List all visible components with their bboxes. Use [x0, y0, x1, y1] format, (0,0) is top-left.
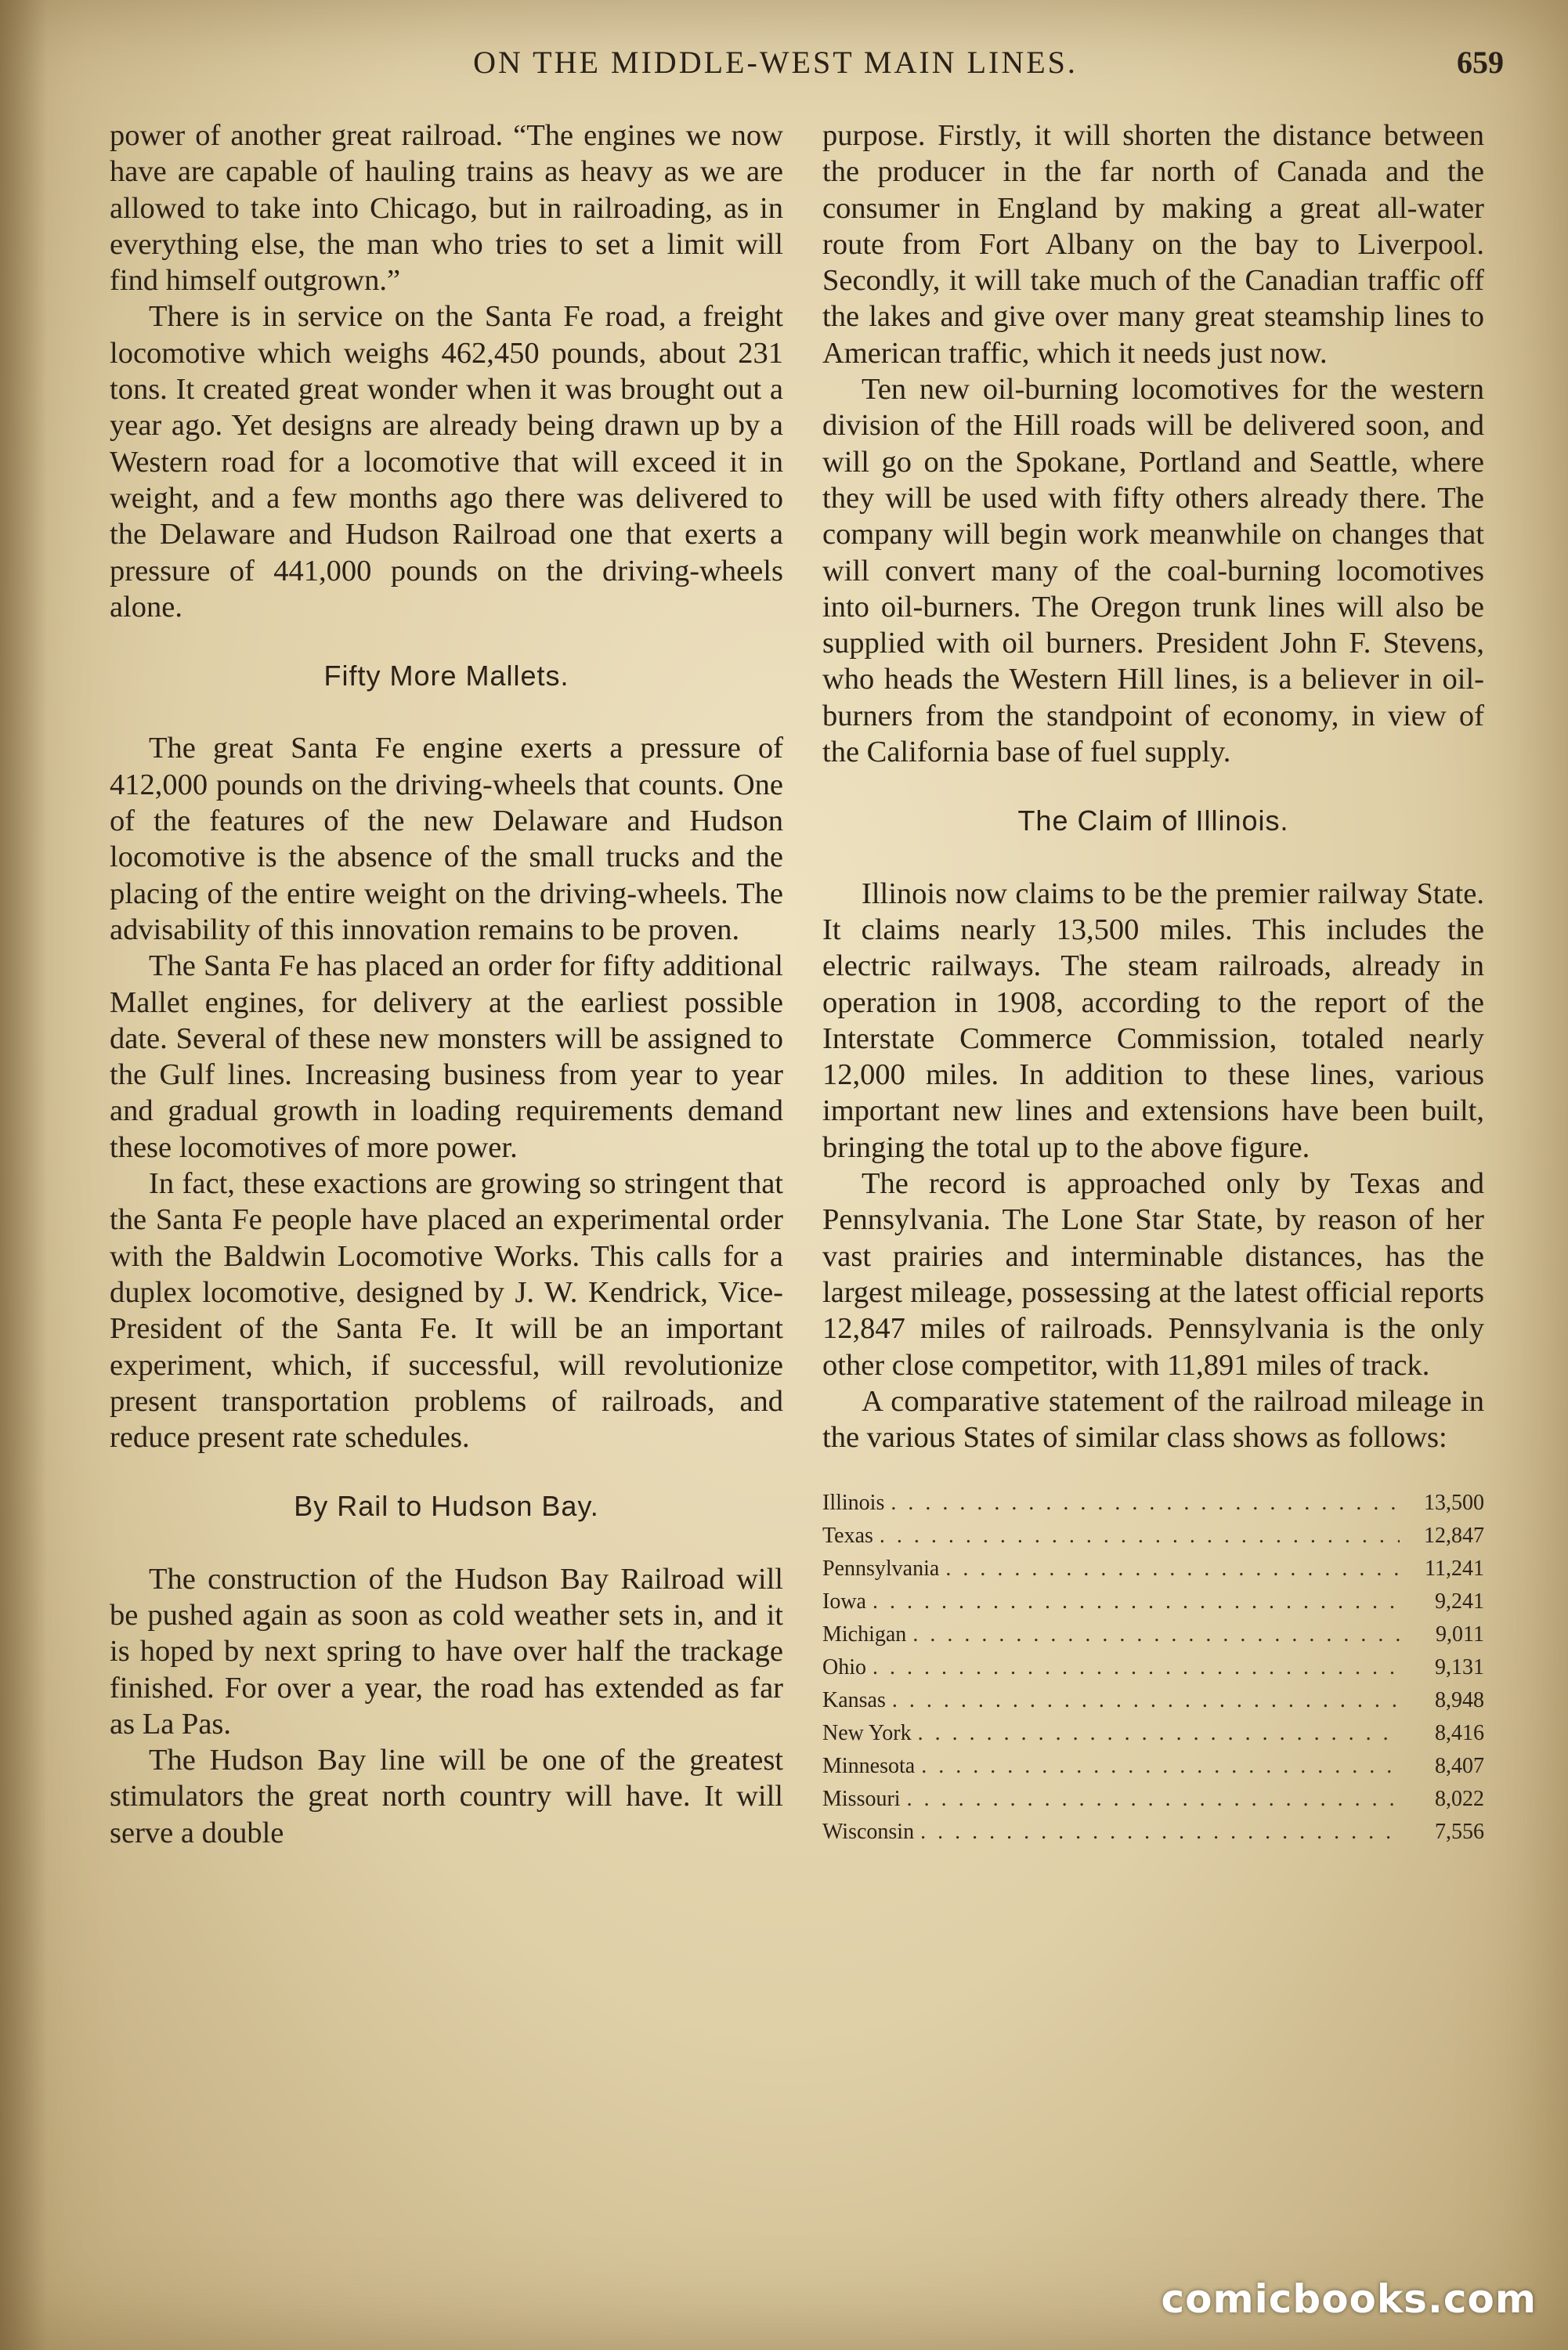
- paragraph: A comparative statement of the railroad mileage in the various States of similar class shows as follows:: [822, 1384, 1484, 1455]
- state-name: New York: [822, 1721, 912, 1746]
- table-row: [822, 1750, 1484, 1783]
- mileage-value: 8,416: [1435, 1721, 1484, 1746]
- table-row: [822, 1651, 1484, 1684]
- paragraph: There is in service on the Santa Fe road, a freight locomotive which weighs 462,450 pounds, about 231 tons. It created great wonder when it was brought out a year ago. Yet designs are already being drawn up by a Western road for a locomotive that will exceed it in weight, and a few months ago there was delivered to the Delaware and Hudson Railroad one that exerts a pressure of 441,000 pounds on the driving-wheels alone.: [110, 300, 783, 624]
- section-heading: Fifty More Mallets.: [323, 660, 569, 692]
- leader-dots: [907, 1783, 1400, 1816]
- paragraph: purpose. Firstly, it will shorten the distance between the producer in the far north of Canada and the consumer in England by making a great all-water route from Fort Albany on the bay to Liverpool. Secondly, it will take much of the Canadian traffic off the lakes and give over many great steamship lines to American traffic, which it needs just now.: [822, 119, 1484, 370]
- page-header: [110, 41, 1504, 88]
- state-name: Wisconsin: [822, 1820, 915, 1845]
- leader-dots: [873, 1651, 1400, 1684]
- paragraph: power of another great railroad. “The engines we now have are capable of hauling trains as heavy as we are allowed to take into Chicago, but in railroading, as in everything else, the man who tries to set a limit will find himself outgrown.”: [110, 119, 783, 298]
- table-row: [822, 1618, 1484, 1651]
- paragraph: The Santa Fe has placed an order for fifty additional Mallet engines, for delivery at the earliest possible date. Several of these new monsters will be assigned to the Gulf lines. Increasing business from year to year and gradual growth in loading requirements demand these locomotives of more power.: [110, 949, 783, 1164]
- mileage-value: 13,500: [1424, 1491, 1484, 1516]
- paragraph: Ten new oil-burning locomotives for the western division of the Hill roads will be delivered soon, and will go on the Spokane, Portland and Seattle, where they will be used with fifty others already there. The company will begin work meanwhile on changes that will convert many of the coal-burning locomotives into oil-burners. The Oregon trunk lines will also be supplied with oil burners. President John F. Stevens, who heads the Western Hill lines, is a believer in oil-burners from the standpoint of economy, in view of the California base of fuel supply.: [822, 373, 1484, 769]
- table-row: [822, 1783, 1484, 1816]
- leader-dots: [892, 1684, 1400, 1717]
- paragraph: In fact, these exactions are growing so stringent that the Santa Fe people have placed an experimental order with the Baldwin Locomotive Works. This calls for a duplex locomotive, designed by J. W. Kendrick, Vice-President of the Santa Fe. It will be an important experiment, which, if successful, will revolutionize present transportation problems of railroads, and reduce present rate schedules.: [110, 1167, 783, 1455]
- mileage-value: 9,011: [1436, 1622, 1484, 1647]
- table-row: [822, 1520, 1484, 1553]
- mileage-value: 8,022: [1435, 1787, 1484, 1812]
- mileage-table: [822, 1487, 1484, 1849]
- leader-dots: [873, 1585, 1400, 1618]
- paragraph: The Hudson Bay line will be one of the greatest stimulators the great north country will have. It will serve a double: [110, 1744, 783, 1849]
- table-row: [822, 1553, 1484, 1585]
- state-name: Minnesota: [822, 1754, 916, 1779]
- table-row: [822, 1585, 1484, 1618]
- mileage-value: 9,241: [1435, 1589, 1484, 1614]
- paragraph: The record is approached only by Texas and Pennsylvania. The Lone Star State, by reason of her vast prairies and interminable distances, has the largest mileage, possessing at the latest official reports 12,847 miles of railroads. Pennsylvania is the only other close competitor, with 11,891 miles of track.: [822, 1167, 1484, 1382]
- state-name: Pennsylvania: [822, 1556, 940, 1582]
- table-row: [822, 1487, 1484, 1520]
- table-row: [822, 1816, 1484, 1849]
- mileage-value: 7,556: [1435, 1820, 1484, 1845]
- state-name: Kansas: [822, 1688, 886, 1713]
- page-spine-shadow: [0, 0, 47, 2350]
- section-heading: The Claim of Illinois.: [1017, 804, 1289, 837]
- state-name: Iowa: [822, 1589, 866, 1614]
- state-name: Texas: [822, 1524, 873, 1549]
- running-title: ON THE MIDDLE-WEST MAIN LINES.: [473, 45, 1078, 80]
- mileage-value: 11,241: [1425, 1556, 1484, 1582]
- mileage-value: 8,948: [1435, 1688, 1484, 1713]
- leader-dots: [912, 1618, 1400, 1651]
- mileage-value: 9,131: [1435, 1655, 1484, 1680]
- state-name: Missouri: [822, 1787, 901, 1812]
- paragraph: The construction of the Hudson Bay Railroad will be pushed again as soon as cold weather sets in, and it is hoped by next spring to have over half the trackage finished. For over a year, the road has extended as far as La Pas.: [110, 1562, 783, 1741]
- leader-dots: [921, 1750, 1400, 1783]
- table-row: [822, 1717, 1484, 1750]
- left-column: [110, 118, 783, 1851]
- table-row: [822, 1684, 1484, 1717]
- paragraph: Illinois now claims to be the premier railway State. It claims nearly 13,500 miles. This includes the electric railways. The steam railroads, already in operation in 1908, according to the report of the Interstate Commerce Commission, totaled nearly 12,000 miles. In addition to these lines, various important new lines and extensions have been built, bringing the total up to the above figure.: [822, 877, 1484, 1164]
- leader-dots: [880, 1520, 1400, 1553]
- right-column: [822, 118, 1484, 1849]
- watermark-logo: comicbooks.com: [1161, 2276, 1537, 2322]
- leader-dots: [918, 1717, 1400, 1750]
- page-number: 659: [1457, 45, 1504, 80]
- leader-dots: [920, 1816, 1400, 1849]
- mileage-value: 12,847: [1424, 1524, 1484, 1549]
- state-name: Ohio: [822, 1655, 866, 1680]
- leader-dots: [945, 1553, 1400, 1585]
- paragraph: The great Santa Fe engine exerts a pressure of 412,000 pounds on the driving-wheels that counts. One of the features of the new Delaware and Hudson locomotive is the absence of the small trucks and the placing of the entire weight on the driving-wheels. The advisability of this innovation remains to be proven.: [110, 732, 783, 946]
- state-name: Illinois: [822, 1491, 885, 1516]
- leader-dots: [891, 1487, 1400, 1520]
- state-name: Michigan: [822, 1622, 907, 1647]
- section-heading: By Rail to Hudson Bay.: [294, 1490, 599, 1523]
- mileage-value: 8,407: [1435, 1754, 1484, 1779]
